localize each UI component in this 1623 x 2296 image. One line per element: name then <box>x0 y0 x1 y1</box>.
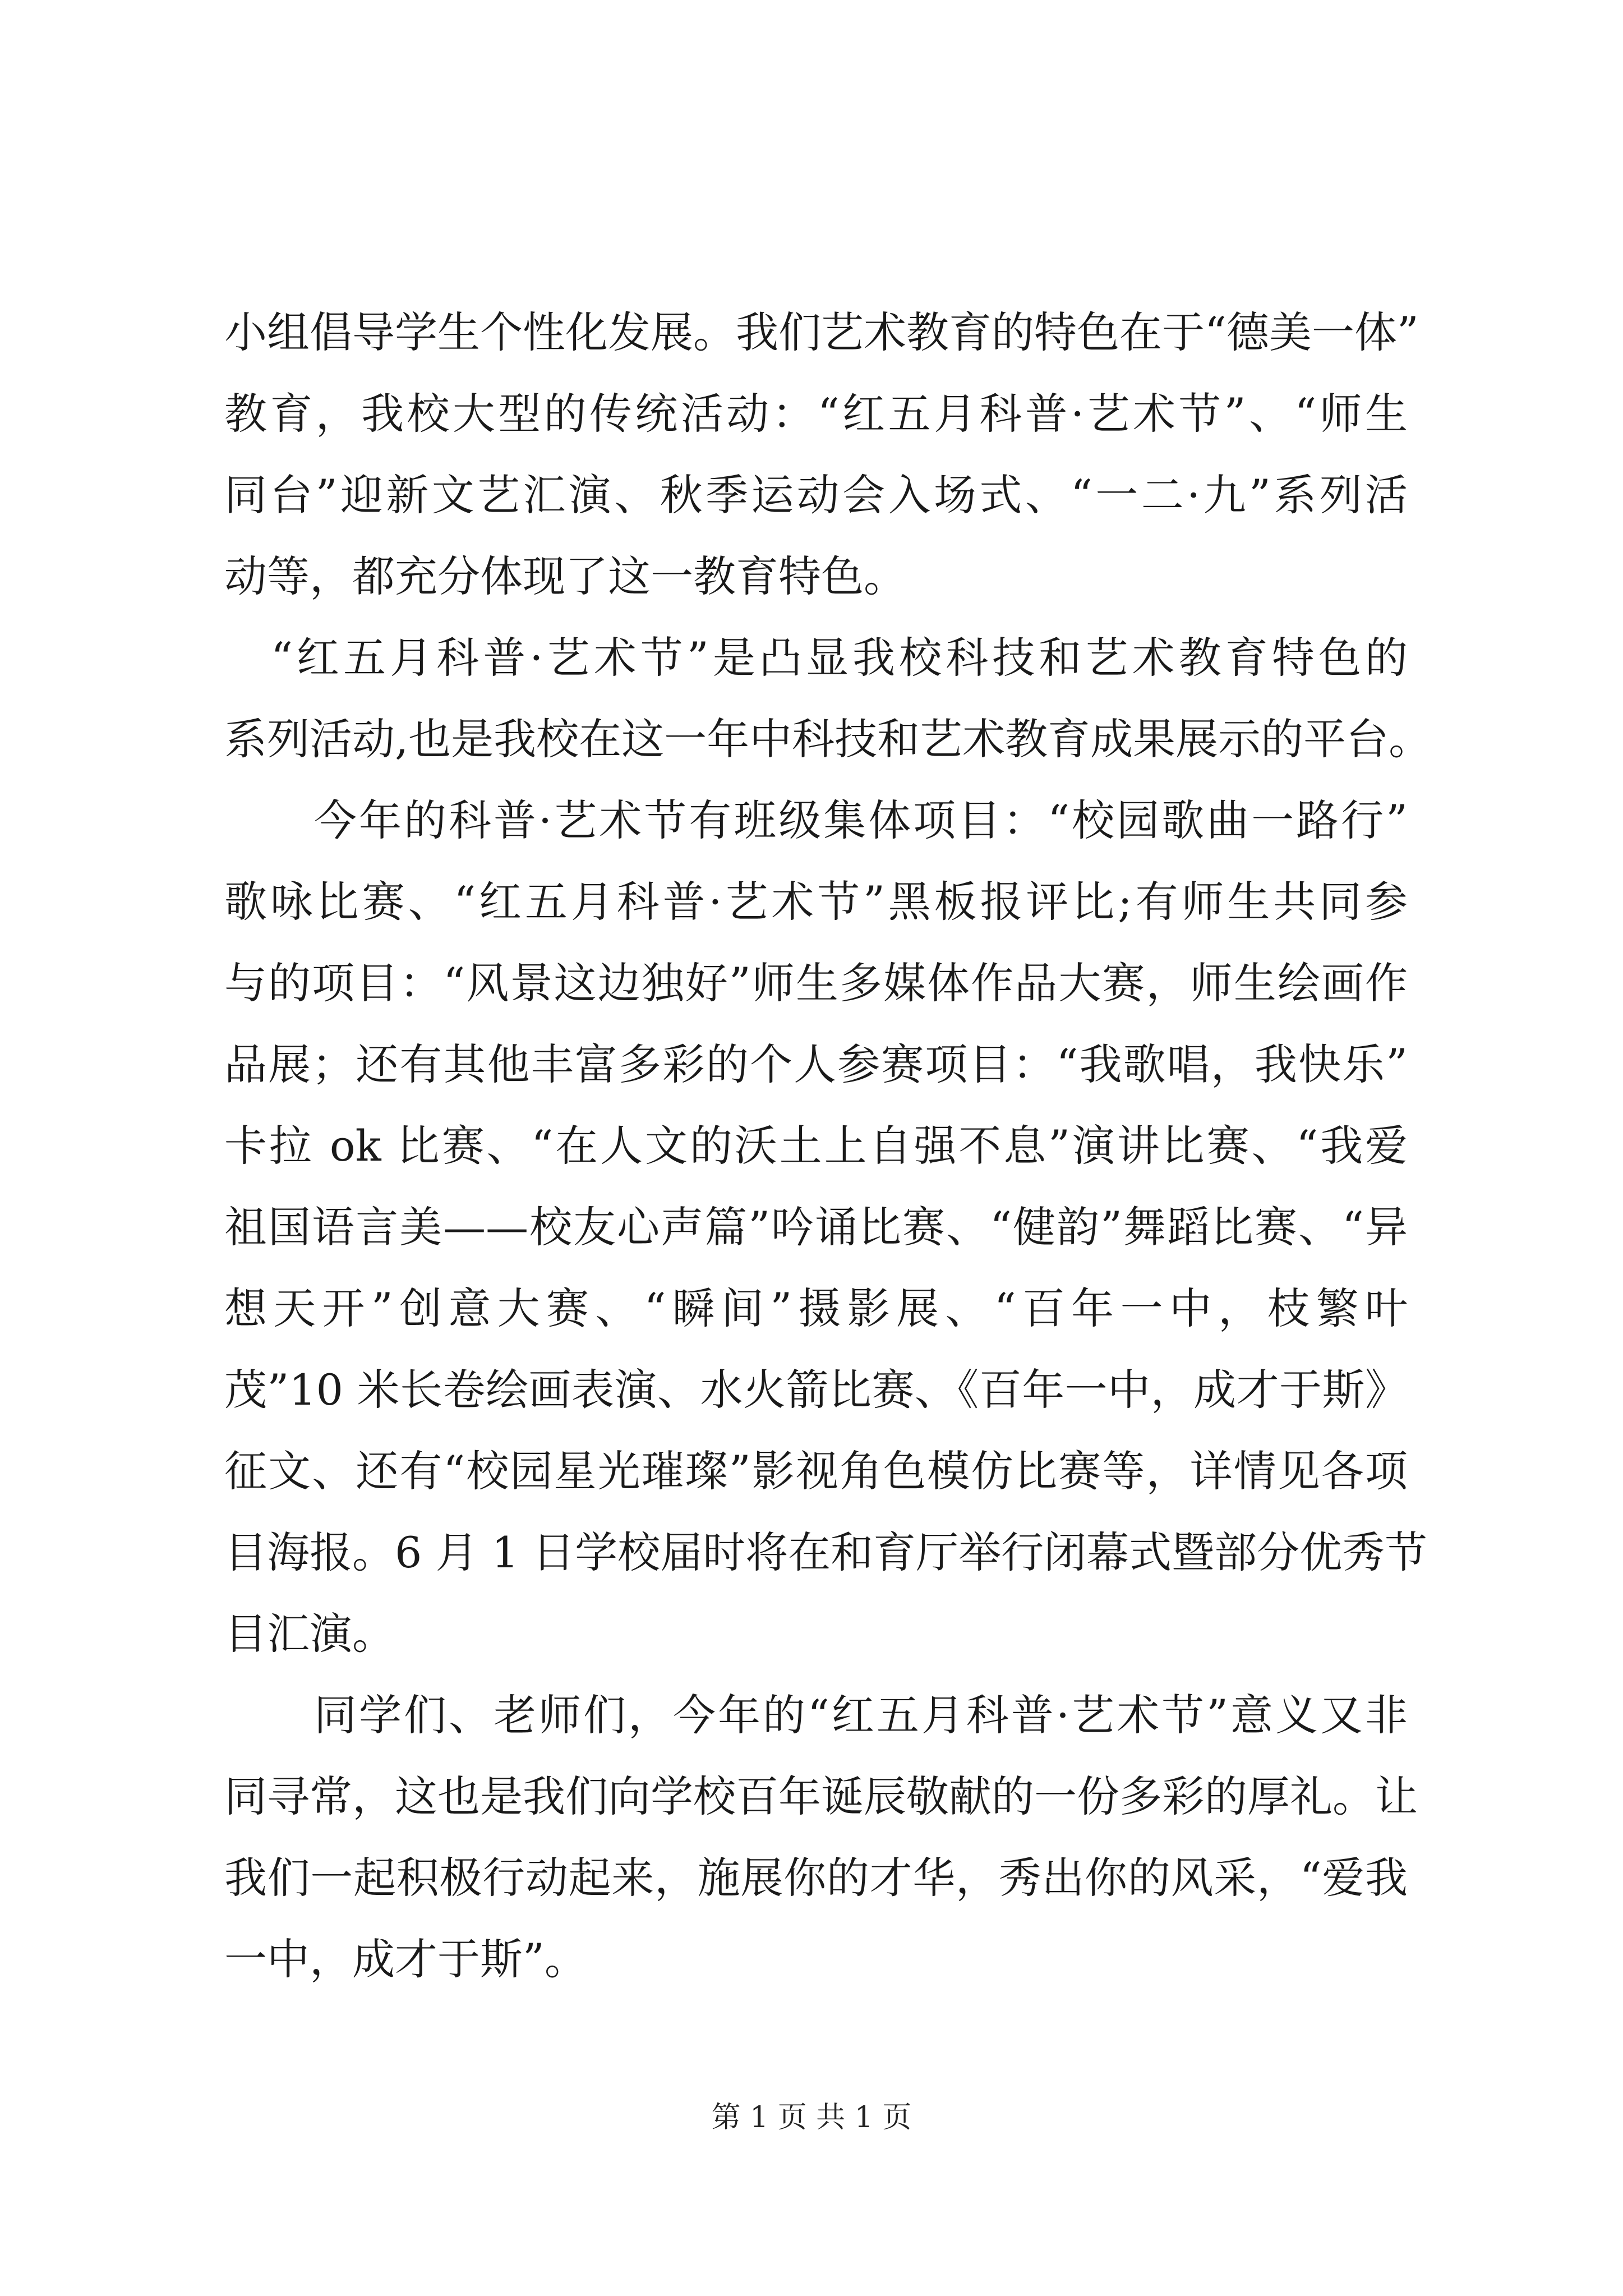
text-line: 祖国语言美——校友心声篇”吟诵比赛、“健韵”舞蹈比赛、“异 <box>224 1202 1408 1252</box>
text-line: 今年的科普·艺术节有班级集体项目：“校园歌曲一路行” <box>224 795 1408 845</box>
text-line: 一中，成才于斯”。 <box>224 1934 587 1984</box>
text-line: 茂”10 米长卷绘画表演、水火箭比赛、《百年一中，成才于斯》 <box>224 1365 1408 1415</box>
text-line: “红五月科普·艺术节”是凸显我校科技和艺术教育特色的 <box>224 633 1408 683</box>
text-line: 我们一起积极行动起来，施展你的才华，秀出你的风采，“爱我 <box>224 1853 1408 1903</box>
text-line: 目汇演。 <box>224 1609 395 1659</box>
text-line: 教育，我校大型的传统活动：“红五月科普·艺术节”、“师生 <box>224 389 1408 439</box>
text-line: 同寻常，这也是我们向学校百年诞辰敬献的一份多彩的厚礼。让 <box>224 1772 1418 1821</box>
text-line: 动等，都充分体现了这一教育特色。 <box>224 551 906 601</box>
text-line: 与的项目：“风景这边独好”师生多媒体作品大赛，师生绘画作 <box>224 958 1408 1008</box>
body-text <box>224 292 1432 2000</box>
text-line: 征文、还有“校园星光璀璨”影视角色模仿比赛等，详情见各项 <box>224 1446 1408 1496</box>
text-line: 目海报。6 月 1 日学校届时将在和育厅举行闭幕式暨部分优秀节 <box>224 1527 1428 1577</box>
text-line: 卡拉 ok 比赛、“在人文的沃土上自强不息”演讲比赛、“我爱 <box>224 1121 1408 1171</box>
text-line: 系列活动,也是我校在这一年中科技和艺术教育成果展示的平台。 <box>224 714 1432 764</box>
text-line: 小组倡导学生个性化发展。我们艺术教育的特色在于“德美一体” <box>224 307 1419 357</box>
text-line: 歌咏比赛、“红五月科普·艺术节”黑板报评比;有师生共同参 <box>224 877 1408 927</box>
text-line: 品展；还有其他丰富多彩的个人参赛项目：“我歌唱，我快乐” <box>224 1039 1408 1089</box>
page-footer: 第 1 页 共 1 页 <box>711 2101 912 2134</box>
text-line: 想天开”创意大赛、“瞬间”摄影展、“百年一中，枝繁叶 <box>224 1283 1408 1333</box>
text-line: 同学们、老师们，今年的“红五月科普·艺术节”意义又非 <box>224 1690 1408 1740</box>
text-line: 同台”迎新文艺汇演、秋季运动会入场式、“一二·九”系列活 <box>224 470 1408 520</box>
